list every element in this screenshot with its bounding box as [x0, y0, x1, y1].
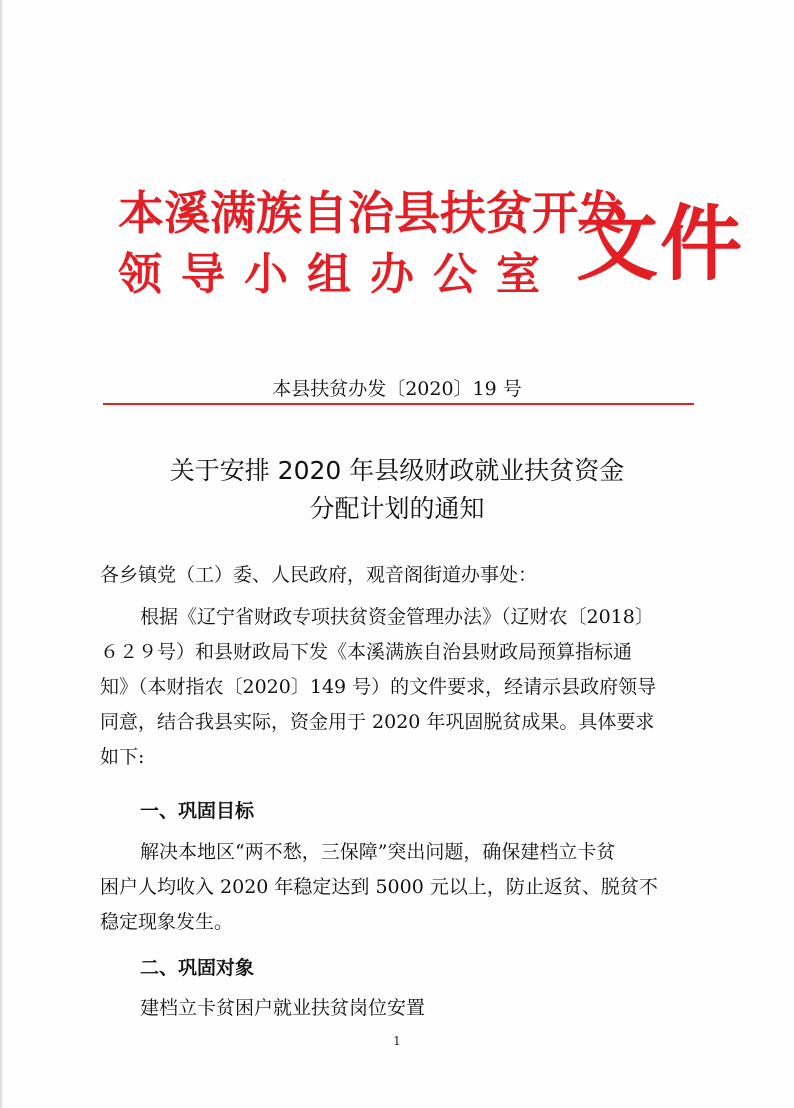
paragraph-line: ６２９号）和县财政局下发《本溪满族自治县财政局预算指标通	[100, 641, 633, 663]
paragraph-line: 知》（本财指农〔2020〕149 号）的文件要求，经请示县政府领导	[100, 676, 657, 698]
paragraph-line: 建档立卡贫困户就业扶贫岗位安置	[140, 997, 426, 1019]
paragraph-line: 同意，结合我县实际，资金用于 2020 年巩固脱贫成果。具体要求	[100, 711, 655, 733]
scan-edge-shadow	[0, 0, 4, 1108]
paragraph-line: 解决本地区“两不愁，三保障”突出问题，确保建档立卡贫	[140, 841, 616, 863]
section-heading-2: 二、巩固对象	[140, 957, 255, 979]
paragraph-line: 困户人均收入 2020 年稳定达到 5000 元以上，防止返贫、脱贫不	[100, 876, 658, 898]
header-issuer-line1: 本溪满族自治县扶贫开发	[118, 186, 624, 240]
page-number: 1	[393, 1034, 401, 1048]
red-header	[118, 178, 745, 318]
document-title	[0, 452, 794, 528]
title-line1: 关于安排 2020 年县级财政就业扶贫资金	[169, 456, 625, 485]
header-issuer-line2: 领导小组办公室	[118, 249, 559, 300]
title-line2: 分配计划的通知	[309, 494, 485, 523]
paragraph-line: 稳定现象发生。	[100, 911, 234, 933]
paragraph-line: 如下:	[100, 746, 145, 768]
header-document-word: 文件	[576, 196, 745, 292]
document-number: 本县扶贫办发〔2020〕19 号	[272, 378, 522, 400]
red-separator-line	[103, 403, 694, 405]
paragraph-line: 根据《辽宁省财政专项扶贫资金管理办法》（辽财农〔2018〕	[140, 606, 654, 628]
addressee-line: 各乡镇党（工）委、人民政府，观音阁街道办事处：	[100, 564, 538, 586]
section-heading-1: 一、巩固目标	[140, 800, 255, 822]
